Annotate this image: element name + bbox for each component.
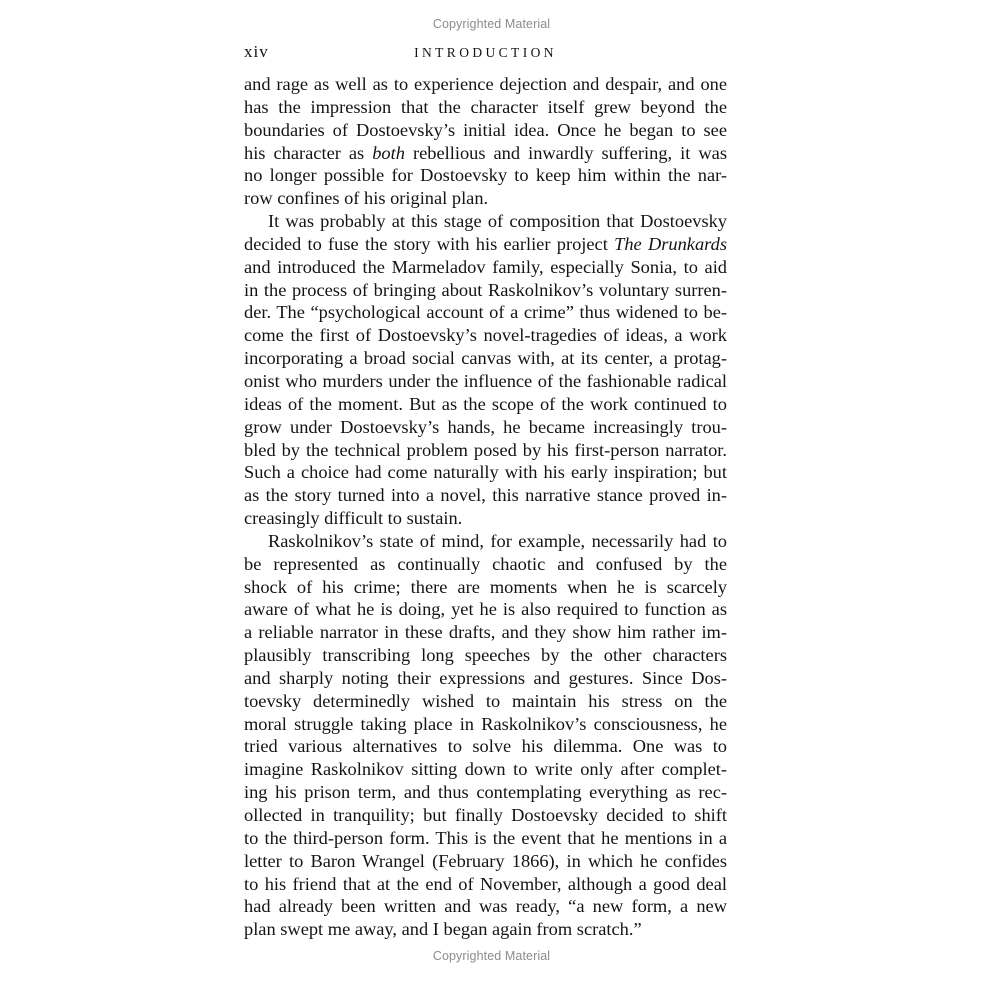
text-line: ideas of the moment. But as the scope of the work continued to [244, 393, 727, 414]
italic-run: The Drunkards [614, 233, 727, 254]
text-line: in the process of bringing about Raskolnikov’s voluntary surren- [244, 279, 727, 300]
text-line: to the third-person form. This is the event that he mentions in a [244, 827, 727, 848]
text-line: der. The “psychological account of a crime” thus widened to be- [244, 302, 727, 323]
text-line: a reliable narrator in these drafts, and they show him rather im- [244, 622, 727, 643]
text-line: and rage as well as to experience dejection and despair, and one [244, 74, 727, 94]
text-run: rebellious and inwardly suffering, it was [412, 142, 727, 163]
text-line [244, 233, 727, 256]
text-line: to his friend that at the end of November, although a good deal [244, 873, 727, 894]
body-text [244, 73, 727, 941]
text-line: toevsky determinedly wished to maintain his stress on the [244, 690, 727, 711]
text-line: shock of his crime; there are moments when he is scarcely [244, 576, 727, 597]
text-line: had already been written and was ready, “a new form, a new [244, 896, 727, 917]
text-line: ollected in tranquility; but finally Dostoevsky decided to shift [244, 805, 727, 825]
text-line: and introduced the Marmeladov family, especially Sonia, to aid [244, 256, 727, 277]
text-line: be represented as continually chaotic and confused by the [244, 553, 727, 574]
text-line: boundaries of Dostoevsky’s initial idea. Once he began to see [244, 119, 727, 140]
text-line: and sharply noting their expressions and gestures. Since Dos- [244, 667, 727, 688]
text-line: grow under Dostoevsky’s hands, he became increasingly trou- [244, 416, 727, 437]
text-line: moral struggle taking place in Raskolnikov’s consciousness, he [244, 713, 727, 734]
watermark-bottom: Copyrighted Material [432, 949, 551, 963]
text-line: aware of what he is doing, yet he is also required to function as [244, 599, 727, 620]
text-line: plan swept me away, and I began again from scratch.” [244, 919, 642, 940]
text-line: onist who murders under the influence of the fashionable radical [244, 370, 727, 391]
text-line: letter to Baron Wrangel (February 1866), in which he confides [244, 850, 727, 871]
text-line: row confines of his original plan. [244, 188, 489, 209]
text-line: plausibly transcribing long speeches by the other characters [244, 645, 727, 666]
text-line: Such a choice had come naturally with his early inspiration; but [244, 462, 727, 483]
text-line: creasingly difficult to sustain. [244, 508, 463, 529]
text-line: tried various alternatives to solve his dilemma. One was to [244, 736, 727, 757]
text-line: no longer possible for Dostoevsky to keep him within the nar- [244, 165, 727, 186]
text-line: ing his prison term, and thus contemplating everything as rec- [244, 782, 727, 803]
running-head [244, 42, 727, 64]
watermark-top: Copyrighted Material [432, 17, 551, 31]
text-line: as the story turned into a novel, this narrative stance proved in- [244, 485, 727, 506]
text-line: Raskolnikov’s state of mind, for example, necessarily had to [268, 530, 727, 551]
running-head-title: INTRODUCTION [414, 45, 557, 60]
text-line: bled by the technical problem posed by his first-person narrator. [244, 439, 727, 460]
text-line: It was probably at this stage of composition that Dostoevsky [268, 211, 727, 232]
text-line: come the first of Dostoevsky’s novel-tragedies of ideas, a work [244, 325, 727, 346]
italic-run: both [372, 142, 405, 163]
text-line: imagine Raskolnikov sitting down to write only after complet- [244, 759, 727, 780]
text-line: has the impression that the character itself grew beyond the [244, 96, 727, 117]
text-line [244, 142, 727, 165]
text-run: decided to fuse the story with his earlier project [244, 233, 608, 254]
text-run: his character as [244, 142, 365, 163]
text-line: incorporating a broad social canvas with, at its center, a protag- [244, 348, 727, 369]
page-number: xiv [244, 42, 269, 61]
